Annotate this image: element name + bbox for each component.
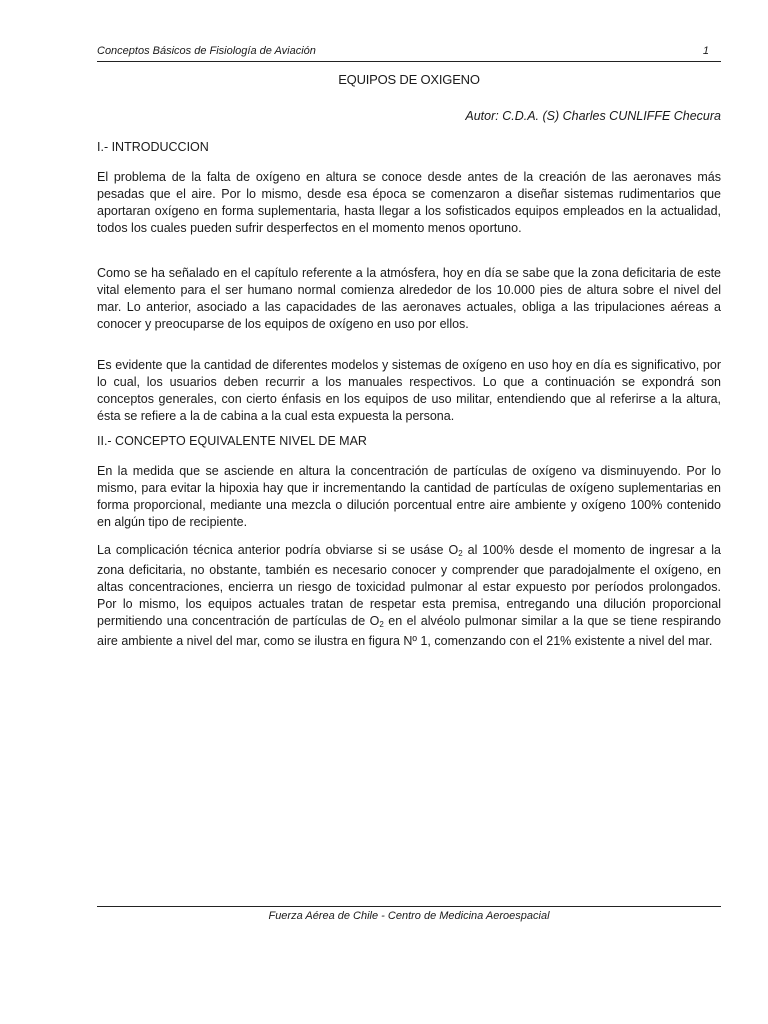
section-heading-introduccion: I.- INTRODUCCION xyxy=(97,140,209,154)
document-title: EQUIPOS DE OXIGENO xyxy=(338,72,480,87)
subscript: 2 xyxy=(458,549,463,558)
paragraph-text: La complicación técnica anterior podría obviarse si se usáse O xyxy=(97,543,459,557)
running-header xyxy=(97,43,721,62)
footer-divider xyxy=(97,906,721,907)
paragraph: Como se ha señalado en el capítulo referente a la atmósfera, hoy en día se sabe que la zona deficitaria de este vital elemento para el ser humano normal comienza alrededor de los 10.000 pies de altura sobre el nivel del mar. Lo anterior, asociado a las capacidades de las aeronaves actuales, obliga a las tripulaciones aéreas a conocer y preocuparse de los equipos de oxígeno en uso por ellos. xyxy=(97,266,721,331)
paragraph: El problema de la falta de oxígeno en altura se conoce desde antes de la creación de las aeronaves más pesadas que el aire. Por lo mismo, desde esa época se comenzaron a diseñar sistemas rudimentarios que aportaran oxígeno en forma suplementaria, hasta llegar a los sofisticados equipos empleados en la actualidad, todos los cuales pueden sufrir desperfectos en el momento menos oportuno. xyxy=(97,170,721,235)
page-number: 1 xyxy=(702,45,709,57)
footer-text: Fuerza Aérea de Chile - Centro de Medicina Aeroespacial xyxy=(268,910,550,922)
paragraph xyxy=(97,542,721,650)
section-heading-concepto: II.- CONCEPTO EQUIVALENTE NIVEL DE MAR xyxy=(97,434,367,448)
paragraph-text: en el alvéolo pulmonar similar a la que se tiene respirando aire ambiente a nivel del mar, como se ilustra en figura Nº 1, comenzando con el 21% existente a nivel del mar. xyxy=(97,614,722,648)
paragraph: En la medida que se asciende en altura la concentración de partículas de oxígeno va disminuyendo. Por lo mismo, para evitar la hipoxia hay que ir incrementando la cantidad de partículas de oxígeno suplementarias en forma proporcional, mediante una mezcla o dilución porcentual entre aire ambiente y oxígeno 100% contenido en algún tipo de recipiente. xyxy=(97,464,721,529)
header-title: Conceptos Básicos de Fisiología de Aviación xyxy=(97,45,316,57)
subscript: 2 xyxy=(379,620,384,629)
paragraph-text: al 100% desde el momento de ingresar a la zona deficitaria, no obstante, también es necesario conocer y comprender que paradojalmente el oxígeno, en altas concentraciones, encierra un riesgo de toxicidad pulmonar al estar expuesto por períodos prolongados. Por lo mismo, los equipos actuales tratan de respetar esta premisa, entregando una dilución proporcional permitiendo una concentración de partículas de O xyxy=(97,543,722,628)
paragraph: Es evidente que la cantidad de diferentes modelos y sistemas de oxígeno en uso hoy en día es significativo, por lo cual, los usuarios deben recurrir a los manuales respectivos. Lo que a continuación se expondrá son conceptos generales, con cierto énfasis en los equipos de uso militar, entendiendo que al referirse a la altura, ésta se refiere a la de cabina a la cual esta expuesta la persona. xyxy=(97,358,721,423)
author-line: Autor: C.D.A. (S) Charles CUNLIFFE Checura xyxy=(465,109,721,123)
